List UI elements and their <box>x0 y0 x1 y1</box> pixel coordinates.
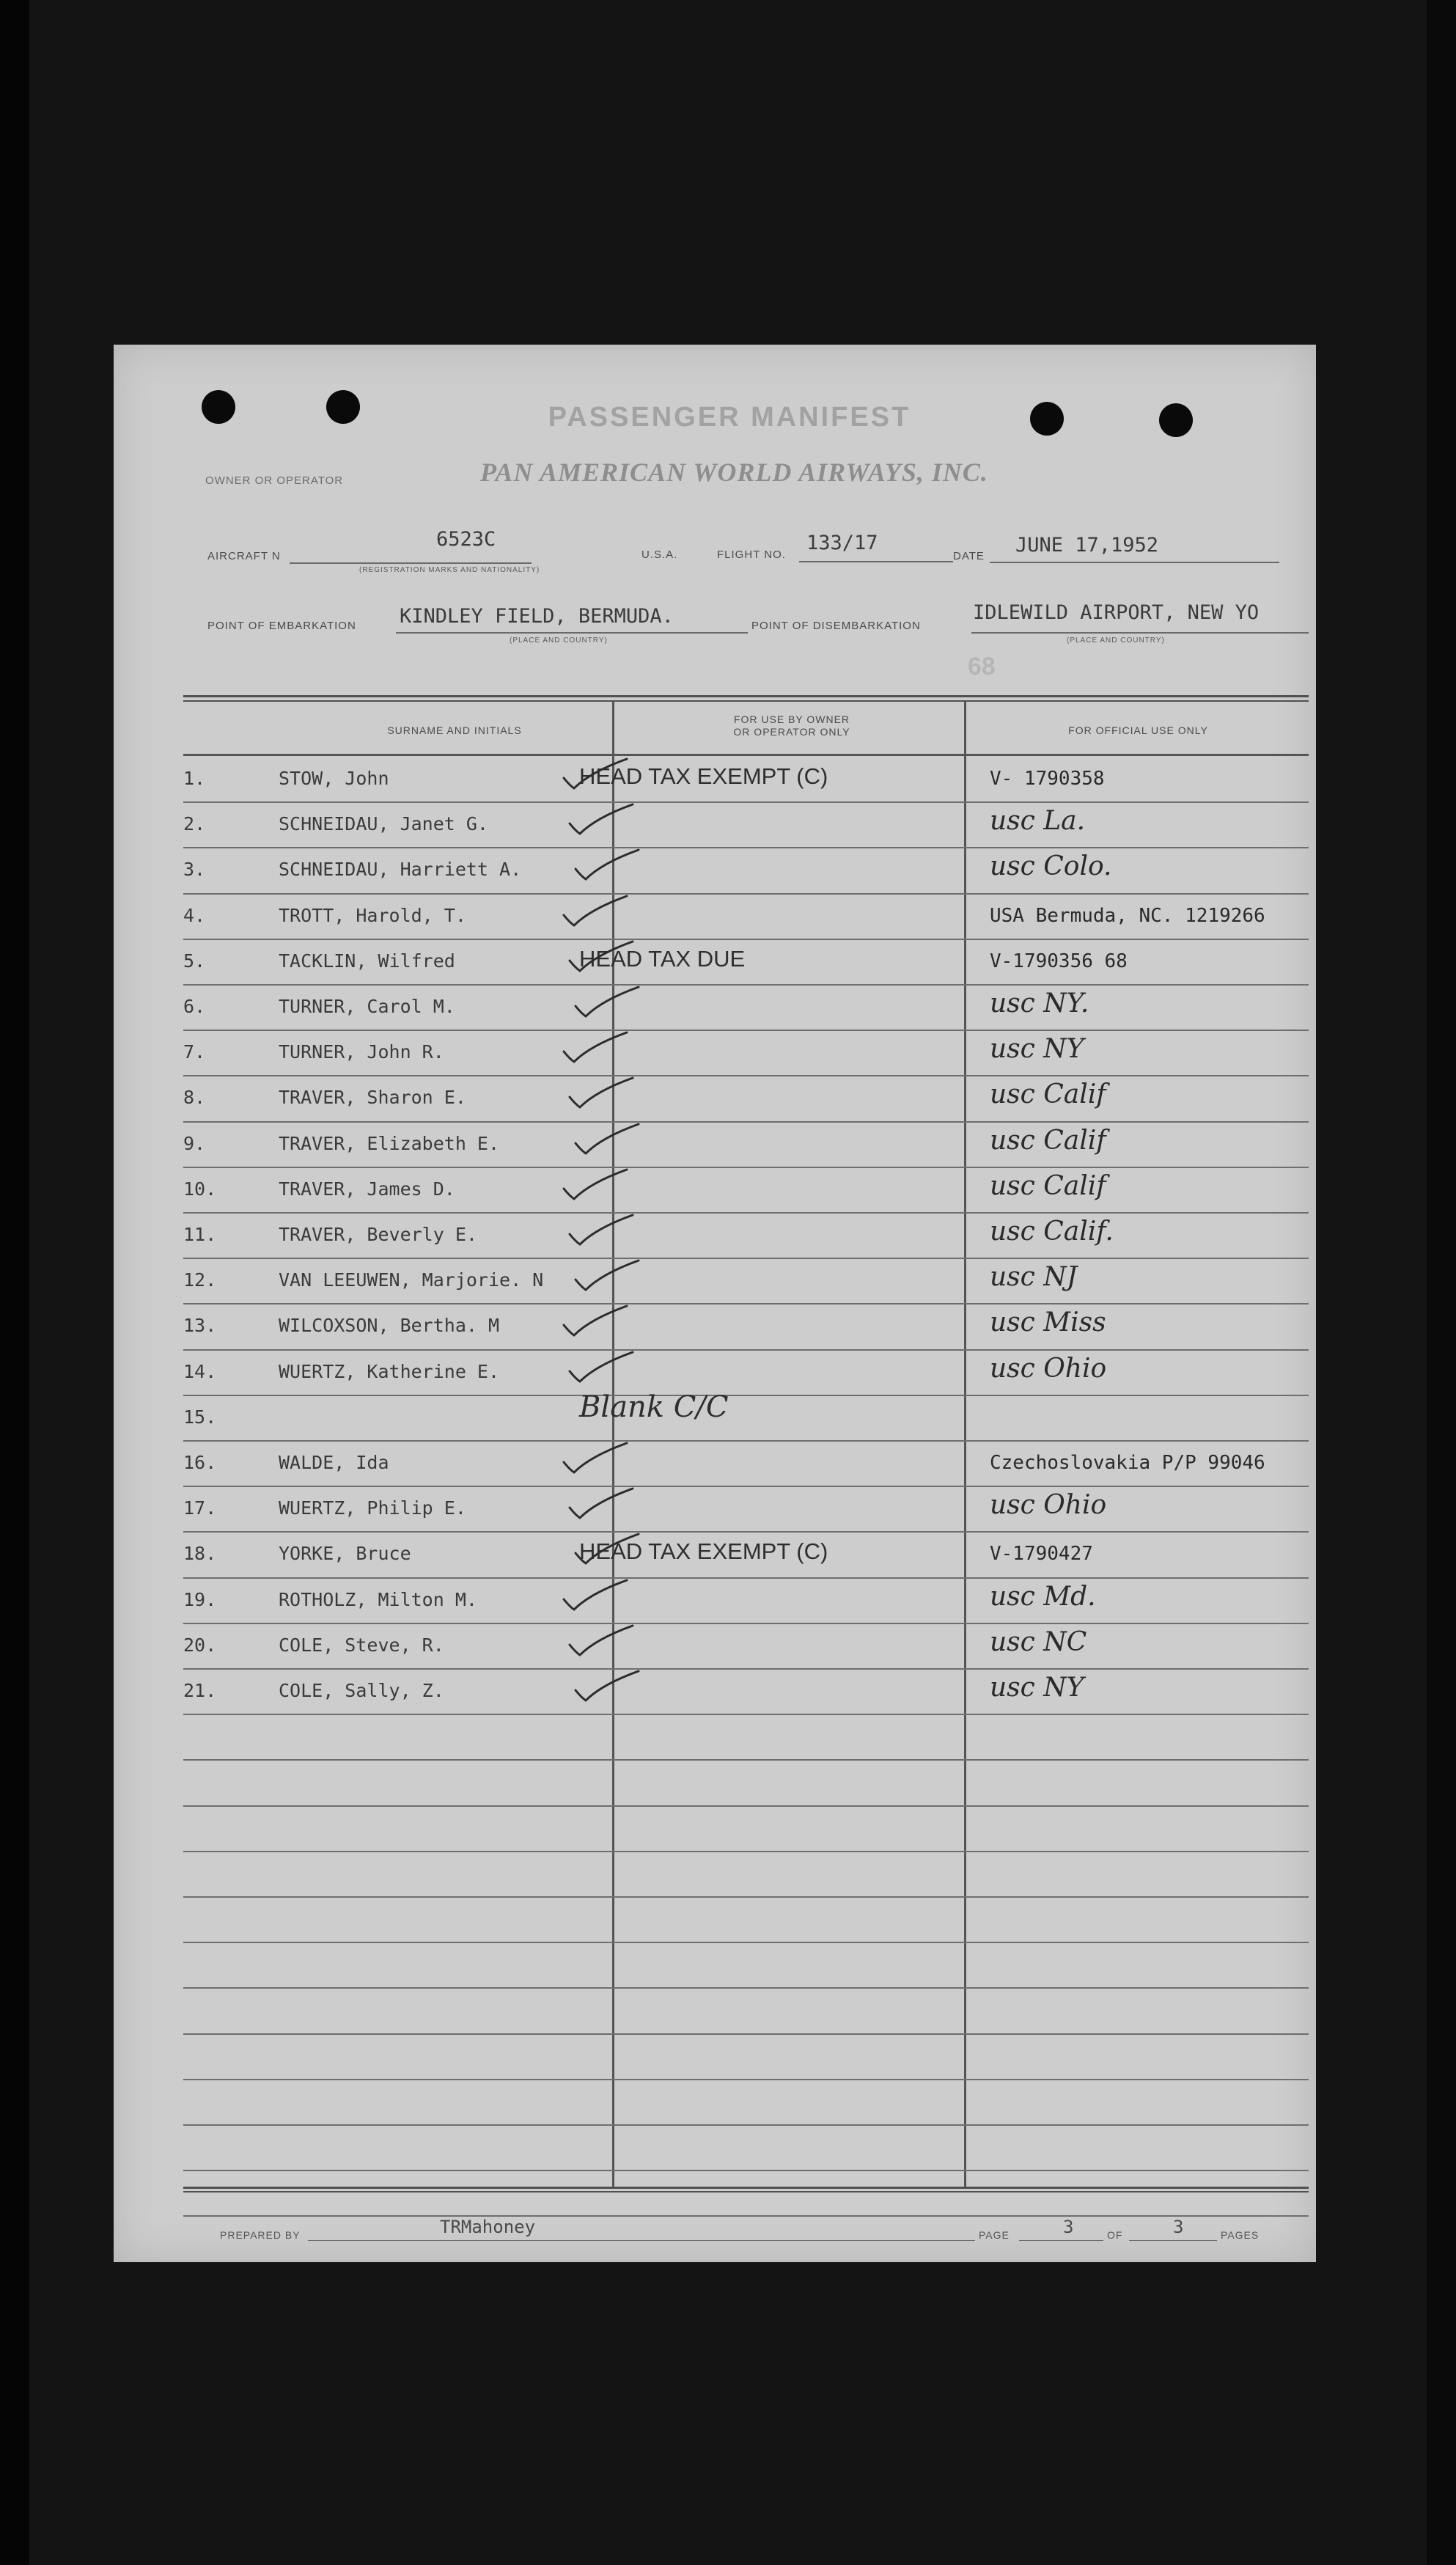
official-entry: usc Calif <box>990 1079 1106 1109</box>
row-rule <box>183 1805 1309 1807</box>
row-number: 13. <box>183 1315 217 1336</box>
check-mark-icon <box>573 984 642 1019</box>
table-bottom-rule <box>183 2187 1309 2189</box>
passenger-row <box>183 1303 1309 1348</box>
passenger-row <box>183 1121 1309 1167</box>
check-mark-icon <box>573 1258 642 1293</box>
aircraft-value: 6523C <box>436 528 496 551</box>
operator-note: HEAD TAX EXEMPT (C) <box>579 1538 828 1564</box>
embarkation-label: POINT OF EMBARKATION <box>207 620 356 632</box>
check-mark-icon <box>561 1167 630 1202</box>
passenger-name: TRAVER, Elizabeth E. <box>279 1133 500 1154</box>
check-mark-icon <box>561 1030 630 1065</box>
row-rule <box>183 2215 1309 2217</box>
row-number: 7. <box>183 1041 206 1063</box>
check-mark-icon <box>567 801 636 837</box>
official-entry: V-1790356 68 <box>990 950 1128 972</box>
passenger-row <box>183 893 1309 939</box>
prepared-by-value: TRMahoney <box>440 2217 536 2237</box>
official-entry: Czechoslovakia P/P 99046 <box>990 1452 1265 1474</box>
row-number: 11. <box>183 1224 217 1245</box>
check-mark-icon <box>567 1623 636 1658</box>
flight-underline <box>799 561 953 562</box>
page-value: 3 <box>1063 2217 1074 2237</box>
embarkation-value: KINDLEY FIELD, BERMUDA. <box>400 605 674 628</box>
passenger-row <box>183 847 1309 892</box>
row-number: 20. <box>183 1634 217 1656</box>
passenger-name: TROTT, Harold, T. <box>279 905 466 926</box>
row-number: 14. <box>183 1361 217 1382</box>
disembarkation-underline <box>971 632 1309 634</box>
flight-label: FLIGHT NO. <box>717 548 786 561</box>
row-rule <box>183 1851 1309 1852</box>
passenger-row <box>183 1075 1309 1120</box>
row-rule <box>183 1896 1309 1898</box>
punch-hole <box>202 390 235 424</box>
row-number: 21. <box>183 1680 217 1701</box>
check-mark-icon <box>567 1349 636 1384</box>
passenger-row <box>183 984 1309 1030</box>
passenger-name: YORKE, Bruce <box>279 1543 411 1564</box>
official-entry: usc NY. <box>990 988 1089 1019</box>
film-border-left <box>0 0 29 2565</box>
manifest-sheet <box>114 345 1316 2262</box>
passenger-row <box>183 801 1309 847</box>
passenger-row <box>183 939 1309 984</box>
prepared-by-label: PREPARED BY <box>220 2229 301 2241</box>
passenger-name: ROTHOLZ, Milton M. <box>279 1589 477 1610</box>
check-mark-icon <box>573 1121 642 1156</box>
check-mark-icon <box>561 893 630 928</box>
row-rule <box>183 2170 1309 2171</box>
official-entry: usc NC <box>990 1627 1087 1657</box>
row-number: 10. <box>183 1178 217 1200</box>
passenger-name: WALDE, Ida <box>279 1452 389 1473</box>
check-mark-icon <box>573 1668 642 1703</box>
row-rule <box>183 1942 1309 1943</box>
pages-label: PAGES <box>1221 2229 1260 2241</box>
passenger-name: TRAVER, James D. <box>279 1178 455 1200</box>
passenger-name: COLE, Sally, Z. <box>279 1680 444 1701</box>
check-mark-icon <box>561 1440 630 1475</box>
official-entry: usc Calif. <box>990 1217 1114 1247</box>
check-mark-icon <box>561 1577 630 1612</box>
row-number: 3. <box>183 859 206 880</box>
row-number: 6. <box>183 996 206 1017</box>
row-number: 18. <box>183 1543 217 1564</box>
check-mark-icon <box>567 1486 636 1521</box>
check-mark-icon <box>573 847 642 882</box>
owner-label: OWNER OR OPERATOR <box>205 474 344 487</box>
row-number: 19. <box>183 1589 217 1610</box>
official-entry: V- 1790358 <box>990 768 1105 790</box>
flight-value: 133/17 <box>806 532 878 554</box>
page-underline <box>1019 2240 1103 2241</box>
passenger-name: TURNER, John R. <box>279 1041 444 1063</box>
passenger-name: WUERTZ, Philip E. <box>279 1497 466 1519</box>
of-underline <box>1129 2240 1217 2241</box>
passenger-row <box>183 1486 1309 1531</box>
row-number: 5. <box>183 950 206 972</box>
official-entry: usc Calif <box>990 1126 1106 1156</box>
official-entry: usc Colo. <box>990 851 1112 881</box>
passenger-name: TURNER, Carol M. <box>279 996 455 1017</box>
passenger-name: COLE, Steve, R. <box>279 1634 444 1656</box>
official-entry: USA Bermuda, NC. 1219266 <box>990 905 1265 927</box>
owner-name: PAN AMERICAN WORLD AIRWAYS, INC. <box>480 458 988 487</box>
row-number: 8. <box>183 1087 206 1108</box>
disembarkation-value: IDLEWILD AIRPORT, NEW YO <box>973 601 1260 624</box>
check-mark-icon <box>567 939 636 974</box>
aircraft-sublabel: (REGISTRATION MARKS AND NATIONALITY) <box>359 566 540 574</box>
row-number: 2. <box>183 813 206 834</box>
row-number: 16. <box>183 1452 217 1473</box>
official-entry: usc Miss <box>990 1307 1106 1337</box>
passenger-row <box>183 1349 1309 1395</box>
check-mark-icon <box>573 1531 642 1566</box>
passenger-row <box>183 1258 1309 1303</box>
row-rule <box>183 2124 1309 2126</box>
table-top-rule-2 <box>183 700 1309 702</box>
passenger-row <box>183 1167 1309 1212</box>
passenger-row <box>183 1623 1309 1668</box>
official-entry: usc La. <box>990 806 1086 836</box>
passenger-row <box>183 1030 1309 1075</box>
punch-hole <box>1030 402 1064 436</box>
of-label: OF <box>1107 2229 1123 2241</box>
prepared-by-underline <box>308 2240 975 2241</box>
usa-label: U.S.A. <box>641 548 678 561</box>
row-rule <box>183 1759 1309 1761</box>
passenger-name: SCHNEIDAU, Janet G. <box>279 813 488 834</box>
date-value: JUNE 17,1952 <box>1015 534 1159 557</box>
row-number: 4. <box>183 905 206 926</box>
owner-use-header-line2: OR OPERATOR ONLY <box>733 726 850 738</box>
official-entry: usc Calif <box>990 1171 1106 1201</box>
date-underline <box>990 562 1279 563</box>
manifest-title: PASSENGER MANIFEST <box>548 402 911 433</box>
check-mark-icon <box>561 756 630 791</box>
disembarkation-sublabel: (PLACE AND COUNTRY) <box>1067 636 1165 645</box>
passenger-name: SCHNEIDAU, Harriett A. <box>279 859 522 880</box>
check-mark-icon <box>567 1212 636 1247</box>
faint-stamp-number: 68 <box>968 653 996 680</box>
operator-note: Blank C/C <box>579 1390 729 1424</box>
official-entry: usc Ohio <box>990 1354 1107 1384</box>
table-bottom-rule-2 <box>183 2191 1309 2192</box>
passenger-name: TRAVER, Beverly E. <box>279 1224 477 1245</box>
passenger-name: TRAVER, Sharon E. <box>279 1087 466 1108</box>
of-value: 3 <box>1173 2217 1184 2237</box>
aircraft-underline <box>290 562 532 564</box>
row-rule <box>183 2033 1309 2035</box>
official-entry: usc Ohio <box>990 1490 1107 1520</box>
passenger-name: TACKLIN, Wilfred <box>279 950 455 972</box>
passenger-row <box>183 1577 1309 1623</box>
passenger-row <box>183 1668 1309 1714</box>
passenger-row <box>183 1531 1309 1577</box>
operator-note: HEAD TAX EXEMPT (C) <box>579 763 828 789</box>
punch-hole <box>1159 403 1193 437</box>
passenger-name: WILCOXSON, Bertha. M <box>279 1315 500 1336</box>
date-label: DATE <box>953 550 985 562</box>
passenger-row <box>183 1440 1309 1486</box>
row-number: 12. <box>183 1269 217 1291</box>
disembarkation-label: POINT OF DISEMBARKATION <box>751 620 921 632</box>
punch-hole <box>326 390 360 424</box>
passenger-row <box>183 1390 1309 1440</box>
official-use-column-header: FOR OFFICIAL USE ONLY <box>1068 724 1208 736</box>
operator-note: HEAD TAX DUE <box>579 946 746 972</box>
row-number: 15. <box>183 1406 217 1428</box>
owner-use-header-line1: FOR USE BY OWNER <box>733 713 850 725</box>
row-rule <box>183 1714 1309 1715</box>
passenger-row <box>183 1212 1309 1258</box>
official-entry: usc Md. <box>990 1582 1096 1612</box>
passenger-name: WUERTZ, Katherine E. <box>279 1361 500 1382</box>
row-rule <box>183 2079 1309 2080</box>
official-entry: usc NY <box>990 1034 1084 1064</box>
official-entry: usc NY <box>990 1673 1084 1703</box>
surname-column-header: SURNAME AND INITIALS <box>387 724 522 736</box>
check-mark-icon <box>567 1075 636 1110</box>
page-label: PAGE <box>979 2229 1010 2241</box>
row-number: 9. <box>183 1133 206 1154</box>
check-mark-icon <box>561 1303 630 1338</box>
row-number: 1. <box>183 768 206 789</box>
table-top-rule <box>183 695 1309 697</box>
row-rule <box>183 1987 1309 1989</box>
official-entry: usc NJ <box>990 1262 1078 1292</box>
embarkation-underline <box>396 632 748 634</box>
passenger-name: STOW, John <box>279 768 389 789</box>
passenger-row <box>183 756 1309 801</box>
aircraft-label: AIRCRAFT N <box>207 550 281 562</box>
official-entry: V-1790427 <box>990 1543 1093 1565</box>
embarkation-sublabel: (PLACE AND COUNTRY) <box>510 636 608 645</box>
row-number: 17. <box>183 1497 217 1519</box>
passenger-name: VAN LEEUWEN, Marjorie. N <box>279 1269 544 1291</box>
film-border-right <box>1427 0 1456 2565</box>
